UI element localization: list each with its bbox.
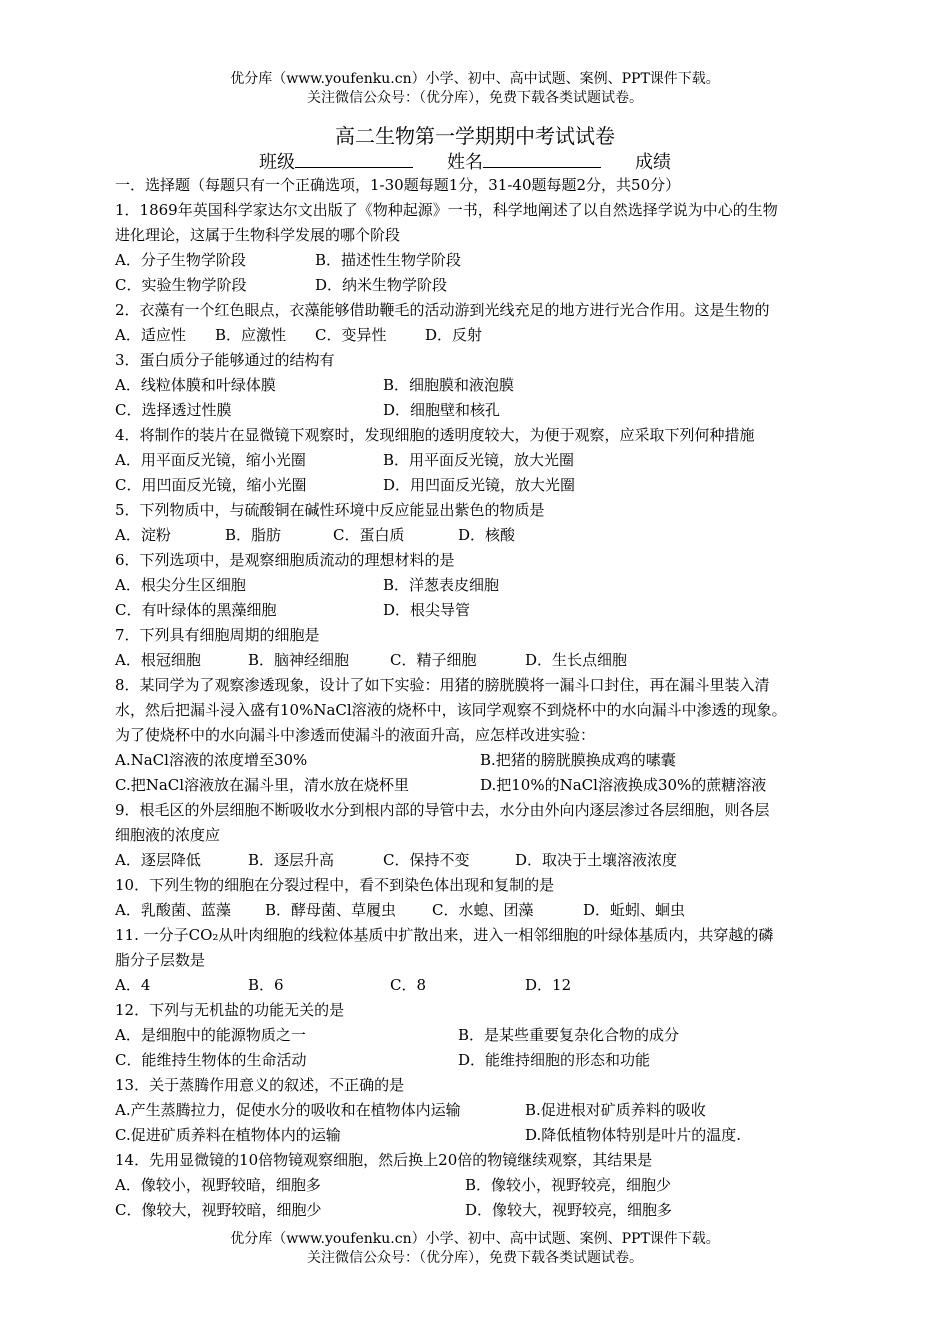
q12-stem: 12．下列与无机盐的功能无关的是 [115, 1001, 345, 1019]
q8-option-a: A.NaCl溶液的浓度增至30% [115, 751, 308, 769]
class-label: 班级 [259, 152, 295, 173]
footer-line-2: 关注微信公众号：（优分库），免费下载各类试题试卷。 [307, 1250, 643, 1266]
q14-option-d: D．像较大，视野较亮，细胞多 [465, 1201, 673, 1219]
q3-option-b: B．细胞膜和液泡膜 [383, 376, 515, 394]
q5-option-a: A．淀粉 [115, 526, 171, 544]
q14-option-a: A．像较小，视野较暗，细胞多 [115, 1176, 321, 1194]
page-title: 高二生物第一学期期中考试试卷 [335, 124, 615, 148]
q4-option-a: A．用平面反光镜，缩小光圈 [115, 451, 306, 469]
q3-stem: 3．蛋白质分子能够通过的结构有 [115, 351, 335, 369]
q14-option-b: B．像较小，视野较亮，细胞少 [465, 1176, 672, 1194]
q13-option-d: D.降低植物体特别是叶片的温度. [525, 1126, 742, 1144]
q3-option-a: A．线粒体膜和叶绿体膜 [115, 376, 276, 394]
q10-stem: 10．下列生物的细胞在分裂过程中，看不到染色体出现和复制的是 [115, 876, 555, 894]
q10-option-a: A．乳酸菌、蓝藻 [115, 901, 231, 919]
q6-option-a: A．根尖分生区细胞 [115, 576, 246, 594]
q7-option-c: C．精子细胞 [390, 651, 477, 669]
q8-option-d: D.把10%的NaCl溶液换成30%的蔗糖溶液 [480, 776, 767, 794]
q6-option-b: B．洋葱表皮细胞 [383, 576, 500, 594]
q13-stem: 13．关于蒸腾作用意义的叙述，不正确的是 [115, 1076, 405, 1094]
q12-option-c: C．能维持生物体的生命活动 [115, 1051, 307, 1069]
q5-option-d: D．核酸 [458, 526, 516, 544]
name-blank[interactable] [483, 149, 601, 168]
q3-option-c: C．选择透过性膜 [115, 401, 232, 419]
q5-stem: 5．下列物质中，与硫酸铜在碱性环境中反应能显出紫色的物质是 [115, 501, 545, 519]
q8-stem-1: 8．某同学为了观察渗透现象，设计了如下实验：用猪的膀胱膜将一漏斗口封住，再在漏斗里装入清 [115, 676, 770, 694]
q12-option-d: D．能维持细胞的形态和功能 [458, 1051, 651, 1069]
q11-stem-1: 11. 一分子CO₂从叶肉细胞的线粒体基质中扩散出来，进入一相邻细胞的叶绿体基质内，共穿越的磷 [115, 926, 774, 944]
q4-option-c: C．用凹面反光镜，缩小光圈 [115, 476, 307, 494]
q6-option-c: C．有叶绿体的黑藻细胞 [115, 601, 277, 619]
q1-option-c: C．实验生物学阶段 [115, 276, 247, 294]
q8-option-c: C.把NaCl溶液放在漏斗里，清水放在烧杯里 [115, 776, 410, 794]
q10-option-d: D．蚯蚓、蛔虫 [583, 901, 686, 919]
q9-option-b: B．逐层升高 [248, 851, 335, 869]
q7-stem: 7．下列具有细胞周期的细胞是 [115, 626, 320, 644]
q3-option-d: D．细胞壁和核孔 [383, 401, 501, 419]
q14-stem: 14．先用显微镜的10倍物镜观察细胞，然后换上20倍的物镜继续观察，其结果是 [115, 1151, 653, 1169]
name-label: 姓名 [447, 152, 483, 173]
q11-option-a: A．4 [115, 976, 151, 994]
q11-option-b: B．6 [248, 976, 284, 994]
q2-option-a: A．适应性 [115, 326, 186, 344]
q2-option-b: B．应激性 [215, 326, 287, 344]
q1-stem-1: 1．1869年英国科学家达尔文出版了《物种起源》一书，科学地阐述了以自然选择学说为中心的生物 [115, 201, 778, 219]
q12-option-a: A．是细胞中的能源物质之一 [115, 1026, 306, 1044]
q5-option-b: B．脂肪 [225, 526, 282, 544]
footer-line-1: 优分库（www.youfenku.cn）小学、初中、高中试题、案例、PPT课件下载。 [230, 1231, 720, 1247]
q13-option-b: B.促进根对矿质养料的吸收 [525, 1101, 706, 1119]
q11-option-c: C．8 [390, 976, 427, 994]
q5-option-c: C．蛋白质 [333, 526, 405, 544]
q1-stem-2: 进化理论，这属于生物科学发展的哪个阶段 [115, 226, 401, 244]
q1-option-a: A．分子生物学阶段 [115, 251, 246, 269]
header-line-2: 关注微信公众号：（优分库），免费下载各类试题试卷。 [307, 90, 643, 106]
q10-option-b: B．酵母菌、草履虫 [265, 901, 397, 919]
q6-stem: 6．下列选项中，是观察细胞质流动的理想材料的是 [115, 551, 455, 569]
q2-stem: 2．衣藻有一个红色眼点，衣藻能够借助鞭毛的活动游到光线充足的地方进行光合作用。这是生物的 [115, 301, 770, 319]
q11-option-d: D．12 [525, 976, 572, 994]
q1-option-d: D．纳米生物学阶段 [315, 276, 448, 294]
q7-option-a: A．根冠细胞 [115, 651, 201, 669]
q10-option-c: C．水螅、团藻 [432, 901, 534, 919]
header-line-1: 优分库（www.youfenku.cn）小学、初中、高中试题、案例、PPT课件下载。 [230, 71, 720, 87]
student-info [0, 149, 940, 174]
class-blank[interactable] [295, 149, 413, 168]
q8-option-b: B.把猪的膀胱膜换成鸡的嗉囊 [480, 751, 676, 769]
q12-option-b: B．是某些重要复杂化合物的成分 [458, 1026, 680, 1044]
q4-stem: 4．将制作的装片在显微镜下观察时，发现细胞的透明度较大，为便于观察，应采取下列何种措施 [115, 426, 755, 444]
score-label: 成绩 [635, 152, 671, 173]
q9-stem-1: 9．根毛区的外层细胞不断吸收水分到根内部的导管中去，水分由外向内逐层渗过各层细胞，则各层 [115, 801, 770, 819]
q9-option-d: D．取决于土壤溶液浓度 [515, 851, 678, 869]
q8-stem-2: 水，然后把漏斗浸入盛有10%NaCl溶液的烧杯中，该同学观察不到烧杯中的水向漏斗中渗透的现象。 [115, 701, 787, 719]
q7-option-b: B．脑神经细胞 [248, 651, 350, 669]
q6-option-d: D．根尖导管 [383, 601, 471, 619]
q9-stem-2: 细胞液的浓度应 [115, 826, 221, 844]
q13-option-c: C.促进矿质养料在植物体内的运输 [115, 1126, 341, 1144]
q9-option-c: C．保持不变 [383, 851, 470, 869]
q4-option-d: D．用凹面反光镜，放大光圈 [383, 476, 576, 494]
q2-option-c: C．变异性 [315, 326, 387, 344]
q8-stem-3: 为了使烧杯中的水向漏斗中渗透而使漏斗的液面升高，应怎样改进实验： [115, 726, 596, 744]
q11-stem-2: 脂分子层数是 [115, 951, 206, 969]
q9-option-a: A．逐层降低 [115, 851, 201, 869]
q1-option-b: B．描述性生物学阶段 [315, 251, 462, 269]
section-heading: 一．选择题（每题只有一个正确选项，1-30题每题1分，31-40题每题2分，共50分） [115, 176, 681, 194]
q13-option-a: A.产生蒸腾拉力，促使水分的吸收和在植物体内运输 [115, 1101, 461, 1119]
q7-option-d: D．生长点细胞 [525, 651, 628, 669]
q2-option-d: D．反射 [425, 326, 483, 344]
q4-option-b: B．用平面反光镜，放大光圈 [383, 451, 575, 469]
q14-option-c: C．像较大，视野较暗，细胞少 [115, 1201, 322, 1219]
